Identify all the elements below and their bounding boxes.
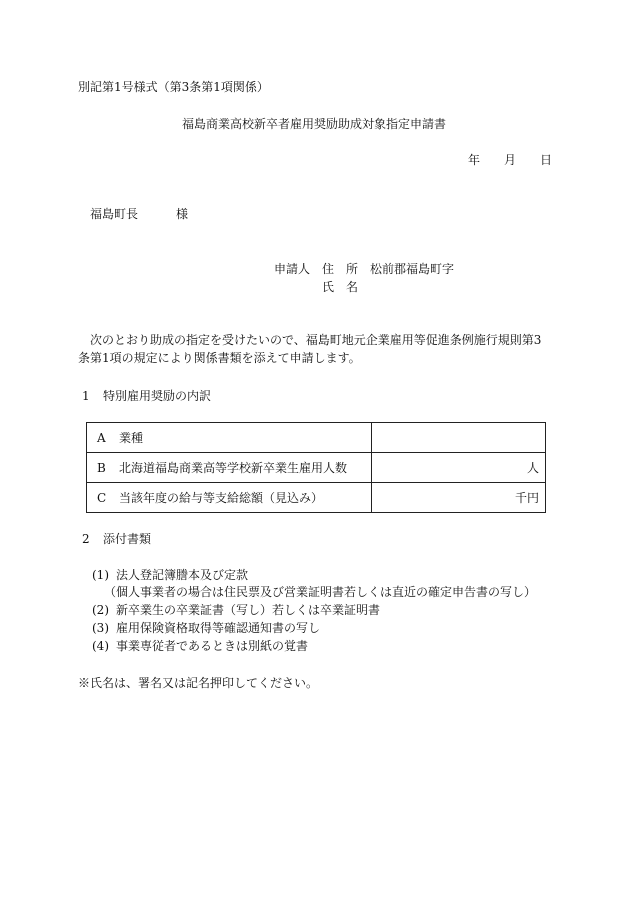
table-row bbox=[87, 423, 546, 453]
applicant-label: 申請人 bbox=[274, 262, 311, 276]
applicant-address-value: 松前郡福島町字 bbox=[370, 262, 455, 276]
table-cell-label bbox=[87, 423, 372, 453]
attachment-item-note: （個人事業者の場合は住民票及び営業証明書若しくは直近の確定申告書の写し） bbox=[104, 585, 537, 599]
addressee-name: 福島町長 bbox=[90, 207, 139, 221]
attachment-number: (2) bbox=[92, 603, 109, 617]
row-label: 北海道福島商業高等学校新卒業生雇用人数 bbox=[119, 461, 348, 475]
table-cell-value bbox=[372, 423, 546, 453]
table-cell-value bbox=[372, 483, 546, 513]
table-row bbox=[87, 483, 546, 513]
attachment-item: 法人登記簿謄本及び定款 bbox=[116, 568, 249, 582]
intro-line-1: 次のとおり助成の指定を受けたいので、福島町地元企業雇用等促進条例施行規則第3 bbox=[90, 333, 542, 347]
row-key: C bbox=[97, 491, 107, 505]
intro-line-2: 条第1項の規定により関係書類を添えて申請します。 bbox=[78, 351, 361, 365]
row-key: B bbox=[97, 461, 106, 475]
row-label: 業種 bbox=[119, 431, 144, 445]
attachment-item: 雇用保険資格取得等確認通知書の写し bbox=[116, 621, 321, 635]
section1-number: 1 bbox=[82, 389, 90, 403]
signature-note: ※氏名は、署名又は記名押印してください。 bbox=[78, 676, 319, 690]
attachment-number: (3) bbox=[92, 621, 109, 635]
table-cell-label bbox=[87, 453, 372, 483]
table-cell-value bbox=[372, 453, 546, 483]
date-month-label: 月 bbox=[504, 153, 517, 167]
attachment-number: (4) bbox=[92, 639, 109, 653]
applicant-address-label: 住 所 bbox=[322, 262, 359, 276]
row-label: 当該年度の給与等支給総額（見込み） bbox=[119, 491, 324, 505]
row-unit: 人 bbox=[526, 461, 539, 475]
attachment-item: 新卒業生の卒業証書（写し）若しくは卒業証明書 bbox=[116, 603, 381, 617]
attachment-number: (1) bbox=[92, 568, 109, 582]
document-title: 福島商業高校新卒者雇用奨励助成対象指定申請書 bbox=[182, 117, 447, 131]
form-number: 別記第1号様式（第3条第1項関係） bbox=[78, 80, 269, 94]
row-unit: 千円 bbox=[514, 491, 539, 505]
date-year-label: 年 bbox=[468, 153, 481, 167]
addressee-honorific: 様 bbox=[176, 207, 189, 221]
table-cell-label bbox=[87, 483, 372, 513]
attachment-item: 事業専従者であるときは別紙の覚書 bbox=[116, 639, 309, 653]
date-day-label: 日 bbox=[540, 153, 553, 167]
section2-heading: 添付書類 bbox=[103, 532, 152, 546]
row-key: A bbox=[97, 431, 106, 445]
breakdown-table bbox=[86, 422, 546, 513]
section1-heading: 特別雇用奨励の内訳 bbox=[103, 389, 212, 403]
section2-number: 2 bbox=[82, 532, 90, 546]
applicant-name-label: 氏 名 bbox=[322, 280, 359, 294]
table-row bbox=[87, 453, 546, 483]
